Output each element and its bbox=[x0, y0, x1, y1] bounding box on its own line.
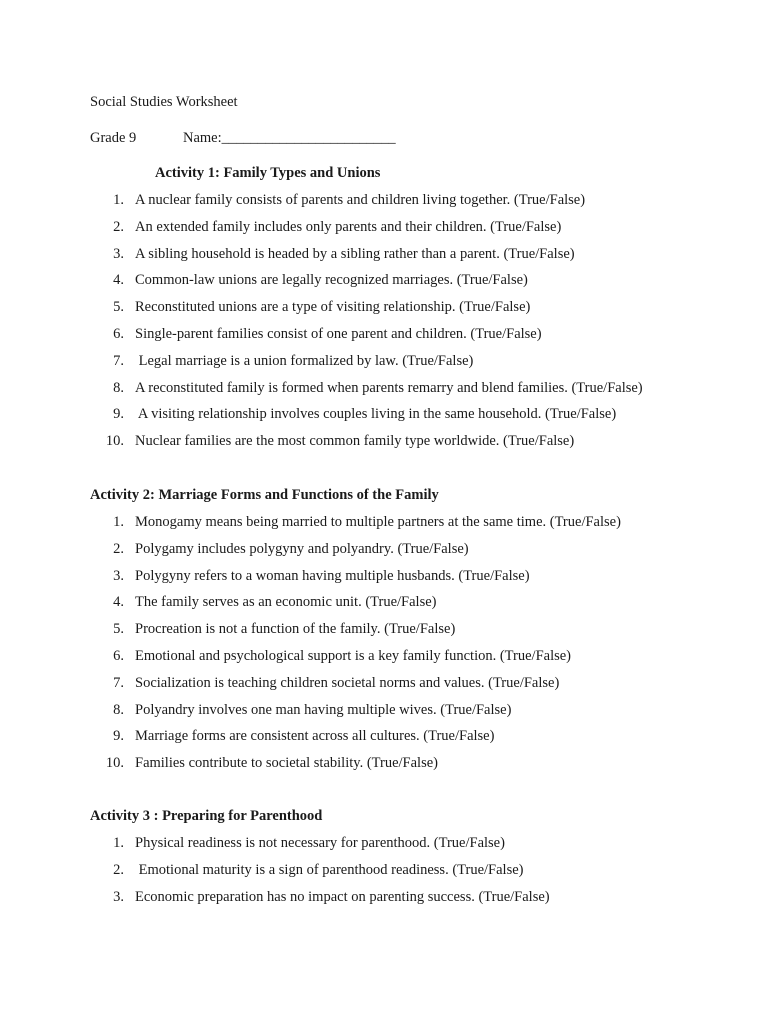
question-text: Physical readiness is not necessary for parenthood. (True/False) bbox=[135, 835, 505, 851]
question-text: Socialization is teaching children societal norms and values. (True/False) bbox=[135, 674, 560, 691]
question-number: 3. bbox=[113, 567, 124, 584]
activity1-heading: Activity 1: Family Types and Unions bbox=[155, 165, 381, 181]
question-text: The family serves as an economic unit. (True/False) bbox=[135, 594, 437, 611]
question-text: Families contribute to societal stability. (True/False) bbox=[135, 755, 438, 772]
question-text: Marriage forms are consistent across all cultures. (True/False) bbox=[135, 728, 495, 745]
question-text: Reconstituted unions are a type of visiting relationship. (True/False) bbox=[135, 299, 531, 316]
question-number: 5. bbox=[113, 621, 124, 638]
question-text: A visiting relationship involves couples living in the same household. (True/False) bbox=[135, 406, 617, 423]
grade-name-line bbox=[90, 129, 396, 147]
question-number: 5. bbox=[113, 299, 124, 316]
activity2-heading: Activity 2: Marriage Forms and Functions of the Family bbox=[90, 487, 439, 503]
question-number: 8. bbox=[113, 701, 124, 718]
question-number: 2. bbox=[113, 861, 124, 878]
question-text: A reconstituted family is formed when parents remarry and blend families. (True/False) bbox=[135, 379, 643, 396]
question-number: 2. bbox=[113, 218, 124, 235]
question-number: 1. bbox=[113, 192, 124, 208]
question-text: Emotional and psychological support is a key family function. (True/False) bbox=[135, 647, 571, 664]
question-number: 3. bbox=[113, 888, 124, 905]
question-number: 6. bbox=[113, 325, 124, 342]
question-number: 2. bbox=[113, 540, 124, 557]
question-text: Economic preparation has no impact on parenting success. (True/False) bbox=[135, 888, 550, 905]
question-text: Polygamy includes polygyny and polyandry. (True/False) bbox=[135, 540, 469, 557]
question-number: 10. bbox=[105, 755, 124, 772]
question-text: An extended family includes only parents and their children. (True/False) bbox=[135, 218, 562, 235]
question-number: 4. bbox=[113, 594, 124, 611]
question-text: Emotional maturity is a sign of parenthood readiness. (True/False) bbox=[135, 861, 524, 878]
question-text: Legal marriage is a union formalized by law. (True/False) bbox=[135, 352, 474, 369]
question-number: 1. bbox=[113, 835, 124, 851]
name-field-label: Name:________________________ bbox=[183, 130, 396, 146]
question-number: 8. bbox=[113, 379, 124, 396]
question-text: A nuclear family consists of parents and children living together. (True/False) bbox=[135, 192, 586, 208]
question-number: 7. bbox=[113, 352, 124, 369]
question-text: Polyandry involves one man having multiple wives. (True/False) bbox=[135, 701, 512, 718]
question-number: 4. bbox=[113, 272, 124, 289]
question-number: 9. bbox=[113, 728, 124, 745]
question-number: 7. bbox=[113, 674, 124, 691]
question-number: 6. bbox=[113, 647, 124, 664]
grade-label: Grade 9 bbox=[90, 130, 137, 146]
activity3-heading: Activity 3 : Preparing for Parenthood bbox=[90, 808, 323, 824]
worksheet-title: Social Studies Worksheet bbox=[90, 94, 238, 110]
question-number: 1. bbox=[113, 514, 124, 530]
question-number: 10. bbox=[105, 433, 124, 450]
question-text: Polygyny refers to a woman having multiple husbands. (True/False) bbox=[135, 567, 530, 584]
question-text: Nuclear families are the most common family type worldwide. (True/False) bbox=[135, 433, 575, 450]
question-text: Procreation is not a function of the family. (True/False) bbox=[135, 621, 456, 638]
question-number: 3. bbox=[113, 245, 124, 262]
question-number: 9. bbox=[113, 406, 124, 423]
question-text: Monogamy means being married to multiple partners at the same time. (True/False) bbox=[135, 514, 621, 530]
question-text: Common-law unions are legally recognized marriages. (True/False) bbox=[135, 272, 528, 289]
question-text: A sibling household is headed by a sibling rather than a parent. (True/False) bbox=[135, 245, 575, 262]
question-text: Single-parent families consist of one parent and children. (True/False) bbox=[135, 325, 542, 342]
